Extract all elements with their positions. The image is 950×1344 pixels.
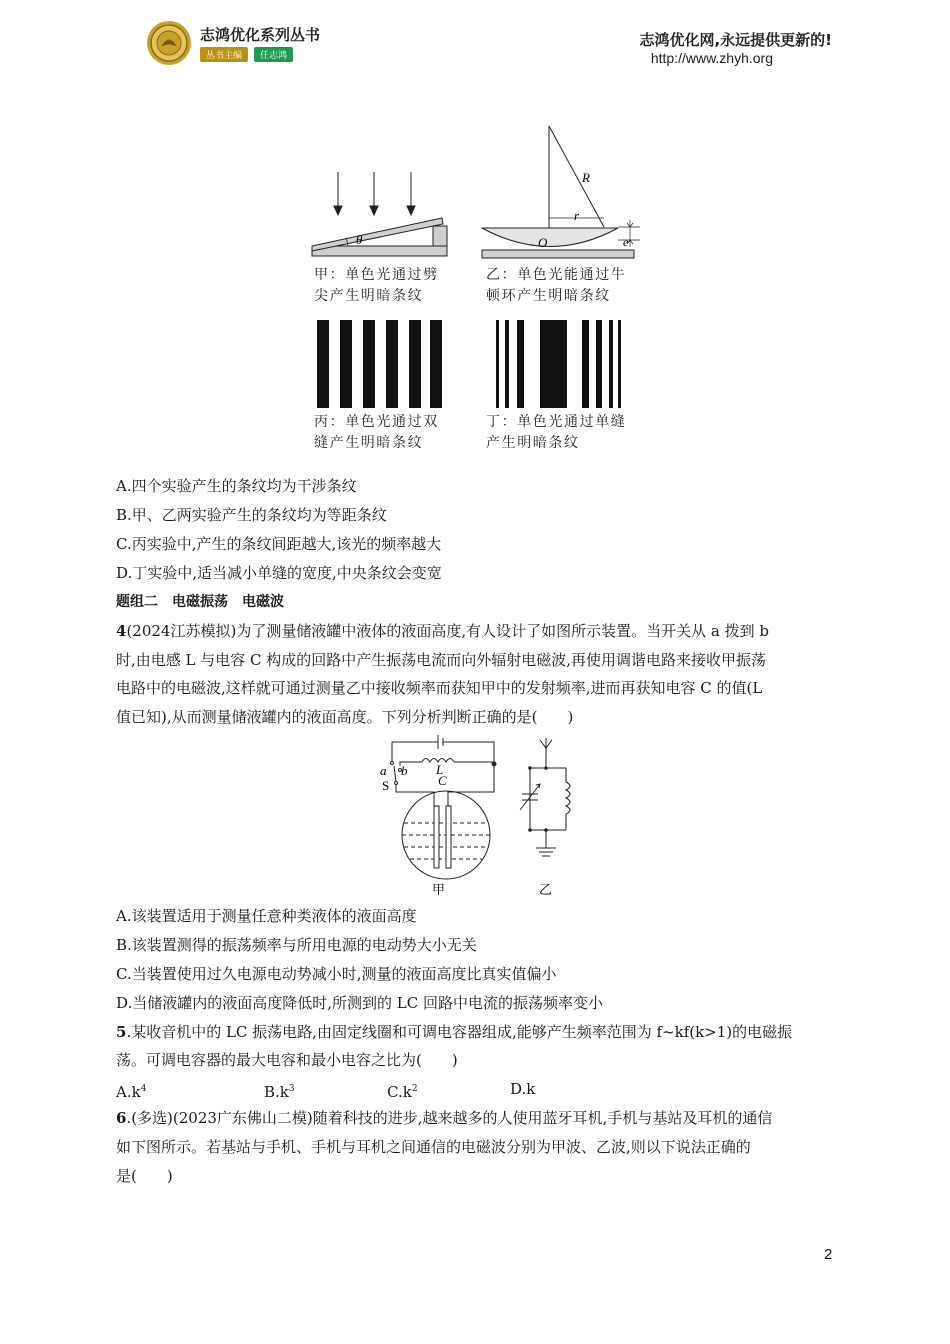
brand-title: 志鸿优化系列丛书 — [200, 26, 321, 44]
q5-option-b: $B.k^3$ — [264, 1083, 295, 1101]
site-slogan: 志鸿优化网,永远提供更新的! — [639, 31, 832, 49]
publisher-logo-icon — [146, 20, 192, 66]
caption-jia-line2: 尖产生明暗条纹 — [314, 288, 424, 304]
caption-yi-line1: 乙：单色光能通过牛 — [486, 267, 627, 283]
label-b: b — [401, 763, 408, 778]
page-number: 2 — [824, 1246, 833, 1263]
double-slit-fringes — [317, 320, 442, 408]
label-a: a — [380, 763, 387, 778]
label-C: C — [438, 773, 447, 788]
label-e: e — [623, 235, 629, 249]
label-theta: θ — [356, 232, 363, 247]
tag-editor-name: 任志鸿 — [254, 47, 293, 62]
q3-option-a: A.四个实验产生的条纹均为干涉条纹 — [116, 477, 357, 495]
label-r: r — [574, 208, 580, 223]
q5-option-c: $C.k^2$ — [387, 1083, 418, 1101]
q4-option-d: D.当储液罐内的液面高度降低时,所测到的 LC 回路中电流的振荡频率变小 — [116, 994, 604, 1012]
fig-caption-yi: 乙 — [539, 883, 553, 898]
figure-wedge-newton-ring — [300, 120, 650, 265]
caption-ding-line2: 产生明暗条纹 — [486, 435, 580, 451]
incident-light-arrows — [334, 172, 415, 215]
q4-line1: 4(2024江苏模拟)为了测量储液罐中液体的液面高度,有人设计了如图所示装置。当开关从 a 拨到 b — [116, 622, 769, 640]
figure-lc-circuit — [376, 730, 576, 900]
caption-bing-line2: 缝产生明暗条纹 — [314, 435, 424, 451]
caption-ding-line1: 丁：单色光通过单缝 — [486, 414, 627, 430]
label-O: O — [538, 235, 548, 250]
brand-tags — [200, 47, 293, 62]
q4-line2: 时,由电感 L 与电容 C 构成的回路中产生振荡电流而向外辐射电磁波,再使用调谐电路来接收甲振荡 — [116, 651, 767, 669]
wedge-spacer — [433, 226, 447, 246]
newton-ring-diagram — [482, 126, 640, 258]
fig-caption-jia: 甲 — [432, 883, 446, 898]
caption-bing-line1: 丙：单色光通过双 — [314, 414, 439, 430]
q6-line2: 如下图所示。若基站与手机、手机与耳机之间通信的电磁波分别为甲波、乙波,则以下说法正确的 — [116, 1138, 751, 1156]
q5-option-a: $A.k^4$ — [116, 1083, 147, 1101]
single-slit-fringes — [496, 320, 622, 408]
q5-line1: 5.某收音机中的 LC 振荡电路,由固定线圈和可调电容器组成,能够产生频率范围为 f~kf(k>1)的电磁振 — [116, 1023, 793, 1041]
label-R: R — [582, 170, 590, 185]
q5-option-d: D.k — [510, 1080, 536, 1098]
q5-line2: 荡。可调电容器的最大电容和最小电容之比为( ) — [116, 1051, 458, 1069]
section-title: 题组二 电磁振荡 电磁波 — [116, 594, 284, 610]
caption-jia-line1: 甲：单色光通过劈 — [314, 267, 439, 283]
q3-option-d: D.丁实验中,适当减小单缝的宽度,中央条纹会变宽 — [116, 564, 442, 582]
q6-line1: 6.(多选)(2023广东佛山二模)随着科技的进步,越来越多的人使用蓝牙耳机,手机与基站及耳机的通信 — [116, 1109, 773, 1127]
q3-option-b: B.甲、乙两实验产生的条纹均为等距条纹 — [116, 506, 387, 524]
wedge-base-plate — [312, 246, 447, 256]
page-header — [0, 0, 950, 90]
label-L: L — [436, 762, 444, 777]
site-url[interactable]: http://www.zhyh.org — [650, 50, 773, 66]
q3-option-c: C.丙实验中,产生的条纹间距越大,该光的频率越大 — [116, 535, 442, 553]
q4-line4: 值已知),从而测量储液罐内的液面高度。下列分析判断正确的是( ) — [116, 708, 574, 726]
q6-line3: 是( ) — [116, 1167, 173, 1185]
q4-option-b: B.该装置测得的振荡频率与所用电源的电动势大小无关 — [116, 936, 477, 954]
q4-option-a: A.该装置适用于测量任意种类液体的液面高度 — [116, 907, 417, 925]
caption-yi-line2: 顿环产生明暗条纹 — [486, 288, 611, 304]
tag-editor: 丛书主编 — [200, 47, 248, 62]
q4-option-c: C.当装置使用过久电源电动势减小时,测量的液面高度比真实值偏小 — [116, 965, 557, 983]
label-S: S — [382, 778, 390, 793]
q4-line3: 电路中的电磁波,这样就可通过测量乙中接收频率而获知甲中的发射频率,进而再获知电容 C 的值(L — [116, 679, 763, 697]
